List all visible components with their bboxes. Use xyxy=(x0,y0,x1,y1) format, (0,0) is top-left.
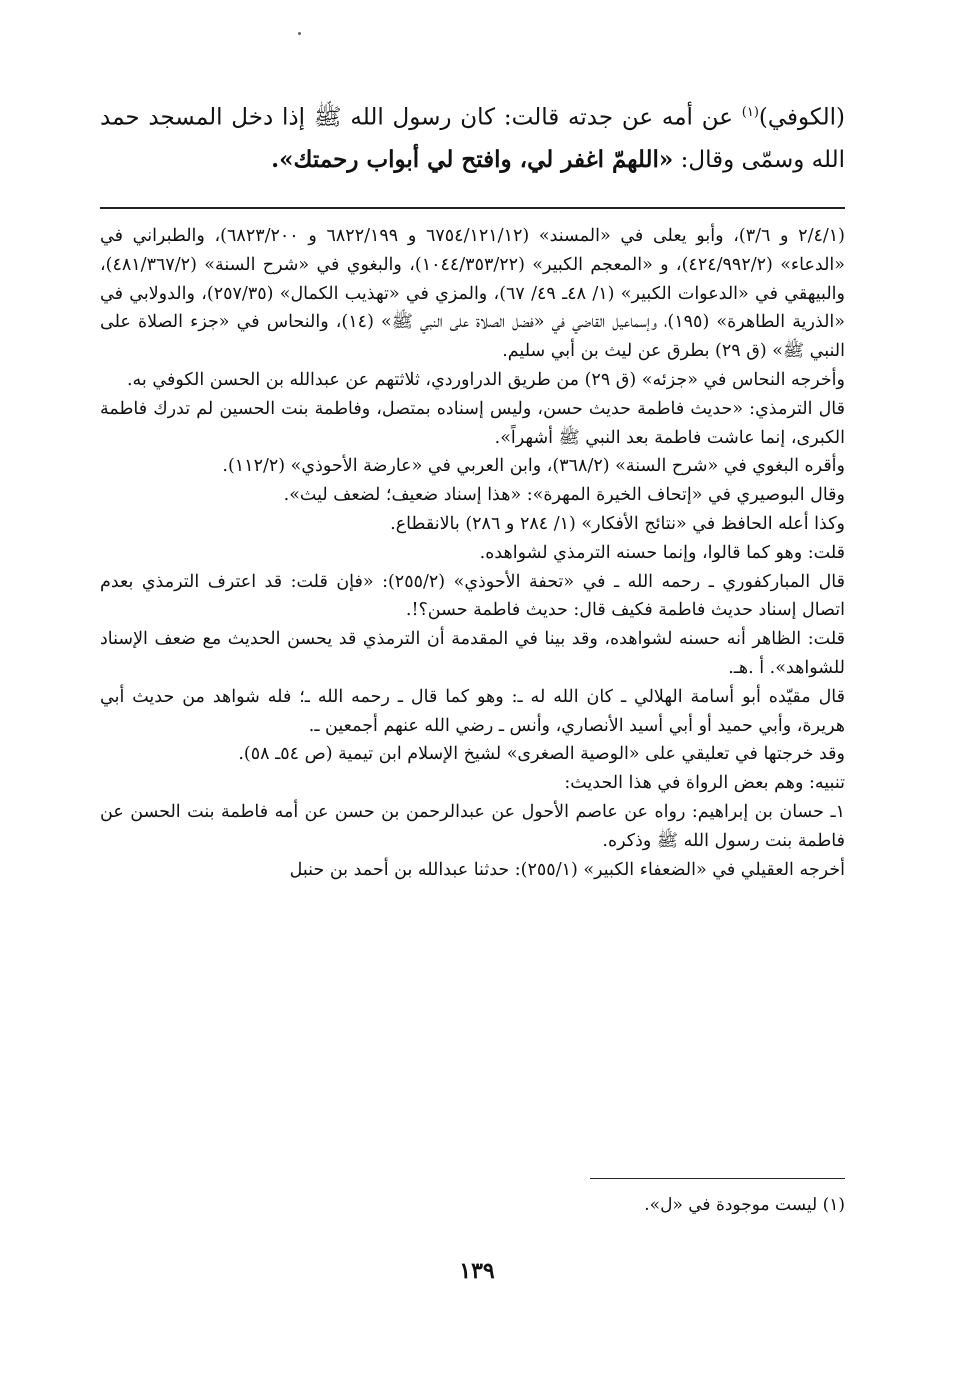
main-separator xyxy=(100,207,845,209)
note-paragraph: قال المباركفوري ـ رحمه الله ـ في «تحفة الأحوذي» (٢٥٥/٢): «فإن قلت: قد اعترف الترمذي بعدم اتصال إسناد حديث فاطمة فكيف قال: حديث فاطمة حسن؟!. xyxy=(100,571,846,621)
hadith-body: عن أمه عن جدته قالت: كان رسول الله ﷺ إذا دخل المسجد حمد الله وسمّى وقال: xyxy=(100,104,845,173)
note-paragraph: قال مقيّده أبو أسامة الهلالي ـ كان الله له ـ: وهو كما قال ـ رحمه الله ـ؛ فله شواهد من حديث أبي هريرة، وأبي حميد أو أبي أسيد الأنصاري، وأنس ـ رضي الله عنهم أجمعين ـ. xyxy=(100,686,845,736)
main-text xyxy=(100,92,845,181)
footnote: (١) ليست موجودة في «ل». xyxy=(644,1195,845,1215)
hadith-text xyxy=(100,92,845,181)
note-paragraph: تنبيه: وهم بعض الرواة في هذا الحديث: xyxy=(564,773,845,794)
note-paragraph: ١ـ حسان بن إبراهيم: رواه عن عاصم الأحول عن عبدالرحمن بن حسن عن أمه فاطمة بنت الحسن عن فاطمة بنت رسول الله ﷺ وذكره. xyxy=(100,801,845,851)
note-paragraph: أخرجه العقيلي في «الضعفاء الكبير» (٢٥٥/١): حدثنا عبدالله بن أحمد بن حنبل xyxy=(289,859,845,880)
note-paragraph: (٢/٤/١ و ٣/٦)، وأبو يعلى في «المسند» (٦٧٥٤/١٢١/١٢ و ٦٨٢٢/١٩٩ و ٦٨٢٣/٢٠٠)، والطبراني في «الدعاء» (٤٢٤/٩٩٢/٢)، و «المعجم الكبير» (١٠٤٤/٣٥٣/٢٢)، والبغوي في «شرح السنة» (٤٨١/٣٦٧/٢)، والبيهقي في «الدعوات الكبير» (١/ ٤٨ـ ٤٩/ ٦٧)، والمزي في «تهذيب الكمال» (٢٥٧/٣٥)، والدولابي في «الذرية الطاهرة» (١٩٥)، وإسماعيل القاضي في «فضل الصلاة على النبي ﷺ» (١٤)، والنحاس في «جزء الصلاة على النبي ﷺ» (ق ٢٩) بطرق عن ليث بن أبي سليم. xyxy=(100,226,845,362)
commentary xyxy=(100,222,845,884)
note-paragraph: قال الترمذي: «حديث فاطمة حديث حسن، وليس إسناده بمتصل، وفاطمة بنت الحسين لم تدرك فاطمة الكبرى، إنما عاشت فاطمة بعد النبي ﷺ أشهراً». xyxy=(100,398,845,448)
note-paragraph: وقد خرجتها في تعليقي على «الوصية الصغرى» لشيخ الإسلام ابن تيمية (ص ٥٤ـ ٥٨). xyxy=(238,744,845,765)
scan-speck xyxy=(298,32,301,35)
dua-text: «اللهمّ اغفر لي، وافتح لي أبواب رحمتك». xyxy=(271,145,674,173)
footnote-ref: (١) xyxy=(741,105,759,120)
note-paragraph: قلت: الظاهر أنه حسنه لشواهده، وقد بينا في المقدمة أن الترمذي قد يحسن الحديث مع ضعف الإسناد للشواهد». أ .هـ. xyxy=(100,629,845,678)
note-paragraph: قلت: وهو كما قالوا، وإنما حسنه الترمذي لشواهده. xyxy=(479,542,845,563)
note-paragraph: وقال البوصيري في «إتحاف الخيرة المهرة»: «هذا إسناد ضعيف؛ لضعف ليث». xyxy=(283,485,845,506)
narrator-name: (الكوفي) xyxy=(758,104,845,131)
page-number: ١٣٩ xyxy=(459,1258,495,1284)
note-paragraph: وأقره البغوي في «شرح السنة» (٣٦٨/٢)، وابن العربي في «عارضة الأحوذي» (١١٢/٢). xyxy=(222,456,845,477)
footnote-separator xyxy=(590,1178,845,1179)
note-paragraph: وأخرجه النحاس في «جزئه» (ق ٢٩) من طريق الدراوردي، ثلاثتهم عن عبدالله بن الحسن الكوفي به. xyxy=(126,369,845,390)
note-paragraph: وكذا أعله الحافظ في «نتائج الأفكار» (١/ ٢٨٤ و ٢٨٦) بالانقطاع. xyxy=(390,513,845,534)
